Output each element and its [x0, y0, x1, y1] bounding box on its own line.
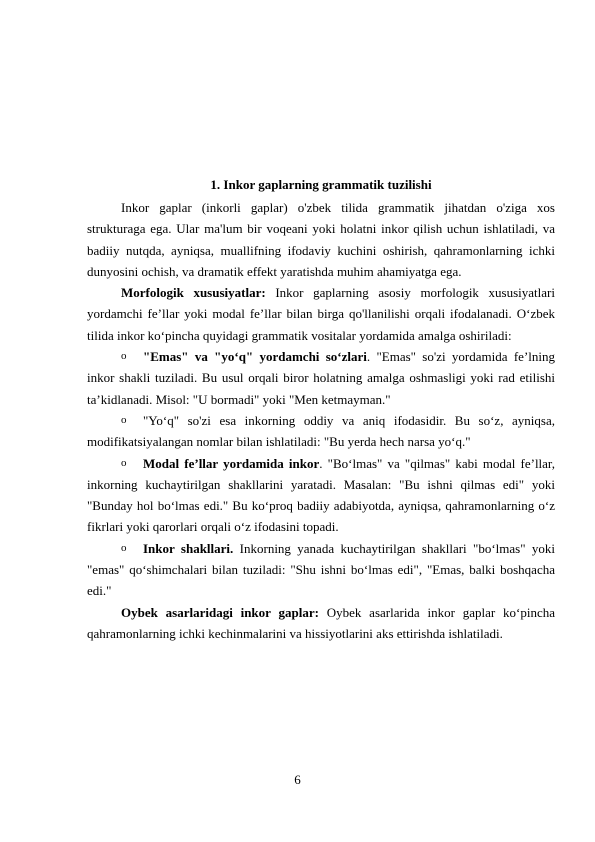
bullet-3-text: . "Bo‘lmas" va "qilmas" kabi modal fe’llar, inkorning kuchaytirilgan shakllarini yaratadi. Masalan: "Bu ishni qilmas edi" yoki "Bunday hol bo‘lmas edi." Bu ko‘proq badiiy adabiyotda, ayniqsa, qahramonlarning o‘z fikrlari yoki qarorlari orqali o‘z ifodasini topadi. — [87, 455, 555, 535]
morphology-lead: Morfologik xususiyatlar: — [121, 285, 266, 301]
bullet-4-lead: Inkor shakllari. — [143, 540, 234, 556]
list-item — [87, 346, 555, 410]
bullet-icon: o — [121, 350, 127, 363]
list-item — [87, 410, 555, 453]
bullet-2-text: "Yo‘q" so'zi esa inkorning oddiy va aniq ifodasidir. Bu so‘z, ayniqsa, modifikatsiyalangan nomlar bilan ishlatiladi: "Bu yerda hech narsa yo‘q." — [87, 412, 555, 450]
oybek-lead: Oybek asarlaridagi inkor gaplar: — [121, 604, 319, 620]
section-heading: 1. Inkor gaplarning grammatik tuzilishi — [210, 177, 432, 192]
morphology-paragraph — [87, 282, 555, 346]
list-item — [87, 453, 555, 538]
bullet-icon: o — [121, 413, 127, 426]
page-number: 6 — [294, 772, 301, 787]
intro-paragraph: Inkor gaplar (inkorli gaplar) o'zbek tilida grammatik jihatdan o'ziga xos strukturaga ega. Ular ma'lum bir voqeani yoki holatni inkor qilish uchun ishlatiladi, va badiiy nutqda, ayniqsa, muallifning ifodaviy kuchini oshirish, qahramonlarning ichki dunyosini ochish, va dramatik effekt yaratishda muhim ahamiyatga ega. — [87, 200, 555, 279]
bullet-4-text: Inkorning yanada kuchaytirilgan shakllari "bo‘lmas" yoki "emas" qo‘shimchalari bilan tuziladi: "Shu ishni bo‘lmas edi", "Emas, balki boshqacha edi." — [87, 540, 555, 599]
bullet-1-lead: "Emas" va "yo‘q" yordamchi so‘zlari — [143, 349, 367, 365]
bullet-1-text: . "Emas" so'zi yordamida fe’lning inkor shakli tuziladi. Bu usul orqali biror holatning amalga oshmasligi yoki rad etilishi ta’kidlanadi. Misol: "U bormadi" yoki "Men ketmayman." — [87, 349, 555, 407]
document-body — [87, 175, 555, 644]
bullet-icon: o — [121, 456, 127, 469]
bullet-icon: o — [121, 541, 127, 554]
list-item — [87, 538, 555, 602]
oybek-paragraph — [87, 602, 555, 645]
morphology-text: Inkor gaplarning asosiy morfologik xususiyatlari yordamchi fe’llar yoki modal fe’llar bilan birga qo'llanilishi orqali ifodalanadi. O‘zbek tilida inkor ko‘pincha quyidagi grammatik vositalar yordamida amalga oshiriladi: — [87, 285, 555, 343]
oybek-text: Oybek asarlarida inkor gaplar ko‘pincha qahramonlarning ichki kechinmalarini va hissiyotlarini aks ettirishda ishlatiladi. — [87, 604, 555, 641]
bullet-3-lead: Modal fe’llar yordamida inkor — [143, 455, 320, 471]
